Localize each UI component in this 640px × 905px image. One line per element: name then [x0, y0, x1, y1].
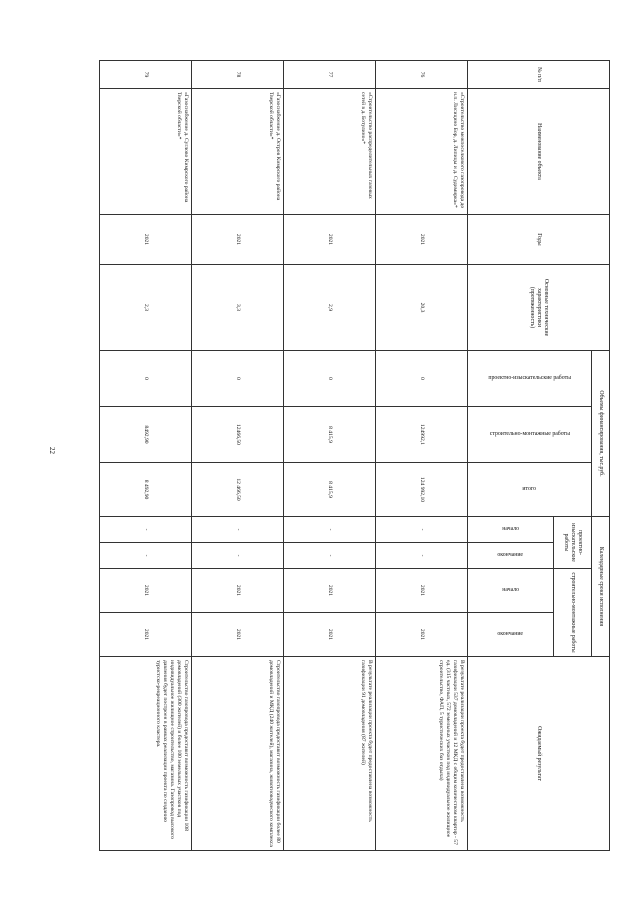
row-length: 2,3	[100, 265, 192, 351]
row-result: В результате реализации проекта будет предоставлена возможность газификации 91 домовладения (87 жителей)	[284, 657, 376, 851]
table-row	[284, 61, 376, 851]
row-length: 2,9	[284, 265, 376, 351]
row-year: 2021	[100, 215, 192, 265]
row-construction-start: 2021	[100, 569, 192, 613]
header-result: Ожидаемый результат	[468, 657, 610, 851]
row-year: 2021	[284, 215, 376, 265]
header-fin-design: проектно-изыскательские работы	[488, 374, 571, 381]
row-name: «Строительство межпоселкового газопровода до н.п. Лисицино Бор, д. Липицы и д. Судимирка»*	[376, 89, 468, 215]
row-no: 78	[192, 61, 284, 89]
header-name: Наименование объекта	[468, 89, 610, 215]
row-design-end: -	[192, 543, 284, 569]
row-total-cost: 8 415,9	[284, 463, 376, 517]
row-design-start: -	[284, 517, 376, 543]
row-design-start: -	[376, 517, 468, 543]
row-design-cost: 0	[284, 351, 376, 407]
header-no: № п/п	[468, 61, 610, 89]
header-design-end: окончание	[497, 551, 524, 558]
row-name: «Газоснабжение д. Суглово Кимрского района Тверской области»*	[100, 89, 192, 215]
table-row	[100, 61, 192, 851]
project-table	[99, 60, 610, 851]
row-construction-end: 2021	[192, 613, 284, 657]
row-length: 3,3	[192, 265, 284, 351]
header-fin-total: итого	[522, 485, 537, 492]
row-construction-end: 2021	[376, 613, 468, 657]
row-construction-cost: 12466,50	[192, 407, 284, 463]
row-total-cost: 12 466,50	[192, 463, 284, 517]
row-result: В результате реализации проекта будет предоставлена возможность газификации 537 домовладений и 12 МКД с общим количеством квартир - 57 ед. (315 частных, 572 земельных участков под индивидуальное жилищное строительство, ФАП, 5 туристических баз отдыха)	[376, 657, 468, 851]
row-year: 2021	[192, 215, 284, 265]
row-design-cost: 0	[192, 351, 284, 407]
table-row	[376, 61, 468, 851]
row-total-cost: 124 992,10	[376, 463, 468, 517]
header-sched-construction: строительно-монтажные работы	[554, 569, 592, 657]
header-fin-construction: строительно-монтажные работы	[489, 430, 570, 437]
header-construction-end: окончание	[497, 630, 524, 637]
row-year: 2021	[376, 215, 468, 265]
page-number: 22	[48, 447, 56, 454]
row-design-start: -	[100, 517, 192, 543]
row-name: «Газоснабжение д. Остров Кимрского района Тверской области»*	[192, 89, 284, 215]
row-total-cost: 8 492,90	[100, 463, 192, 517]
header-schedule: Календарные сроки исполнения	[592, 517, 610, 657]
row-length: 20,3	[376, 265, 468, 351]
row-construction-start: 2021	[284, 569, 376, 613]
row-no: 79	[100, 61, 192, 89]
row-result: Строительство газопровода предоставит возможность газификации 108 домовладений (300 жителей) и более 100 земельных участков под индивидуальное жилищное строительство, магазина. Газопровод высокого давления будет построен в рамках реализации проекта по созданию туристско-рекреационного кластера.	[100, 657, 192, 851]
header-construction-start: начало	[502, 586, 519, 593]
row-design-cost: 0	[376, 351, 468, 407]
row-name: «Строительство распределительных газовых сетей в д. Ботулино»*	[284, 89, 376, 215]
header-design-start: начало	[502, 525, 519, 532]
header-years: Годы	[468, 215, 610, 265]
row-construction-cost: 8492,90	[100, 407, 192, 463]
row-construction-start: 2021	[376, 569, 468, 613]
row-result: Строительство газопровода предоставит возможность газификации более 80 домовладений и МКД (240 жителей), магазина, животноводческого комплекса	[192, 657, 284, 851]
table-row	[192, 61, 284, 851]
row-design-end: -	[376, 543, 468, 569]
header-sched-design: проектно-изыскательские работы	[554, 517, 592, 569]
row-construction-end: 2021	[284, 613, 376, 657]
header-financing: Объемы финансирования, тыс.руб.	[592, 351, 610, 517]
rotated-table-wrapper	[100, 60, 610, 850]
row-construction-end: 2021	[100, 613, 192, 657]
header-characteristics: Основные технические характеристики (протяженность)	[468, 265, 610, 351]
row-design-end: -	[284, 543, 376, 569]
row-no: 76	[376, 61, 468, 89]
row-design-end: -	[100, 543, 192, 569]
row-construction-cost: 8 415,9	[284, 407, 376, 463]
row-construction-start: 2021	[192, 569, 284, 613]
row-design-cost: 0	[100, 351, 192, 407]
row-construction-cost: 124992,1	[376, 407, 468, 463]
row-no: 77	[284, 61, 376, 89]
row-design-start: -	[192, 517, 284, 543]
